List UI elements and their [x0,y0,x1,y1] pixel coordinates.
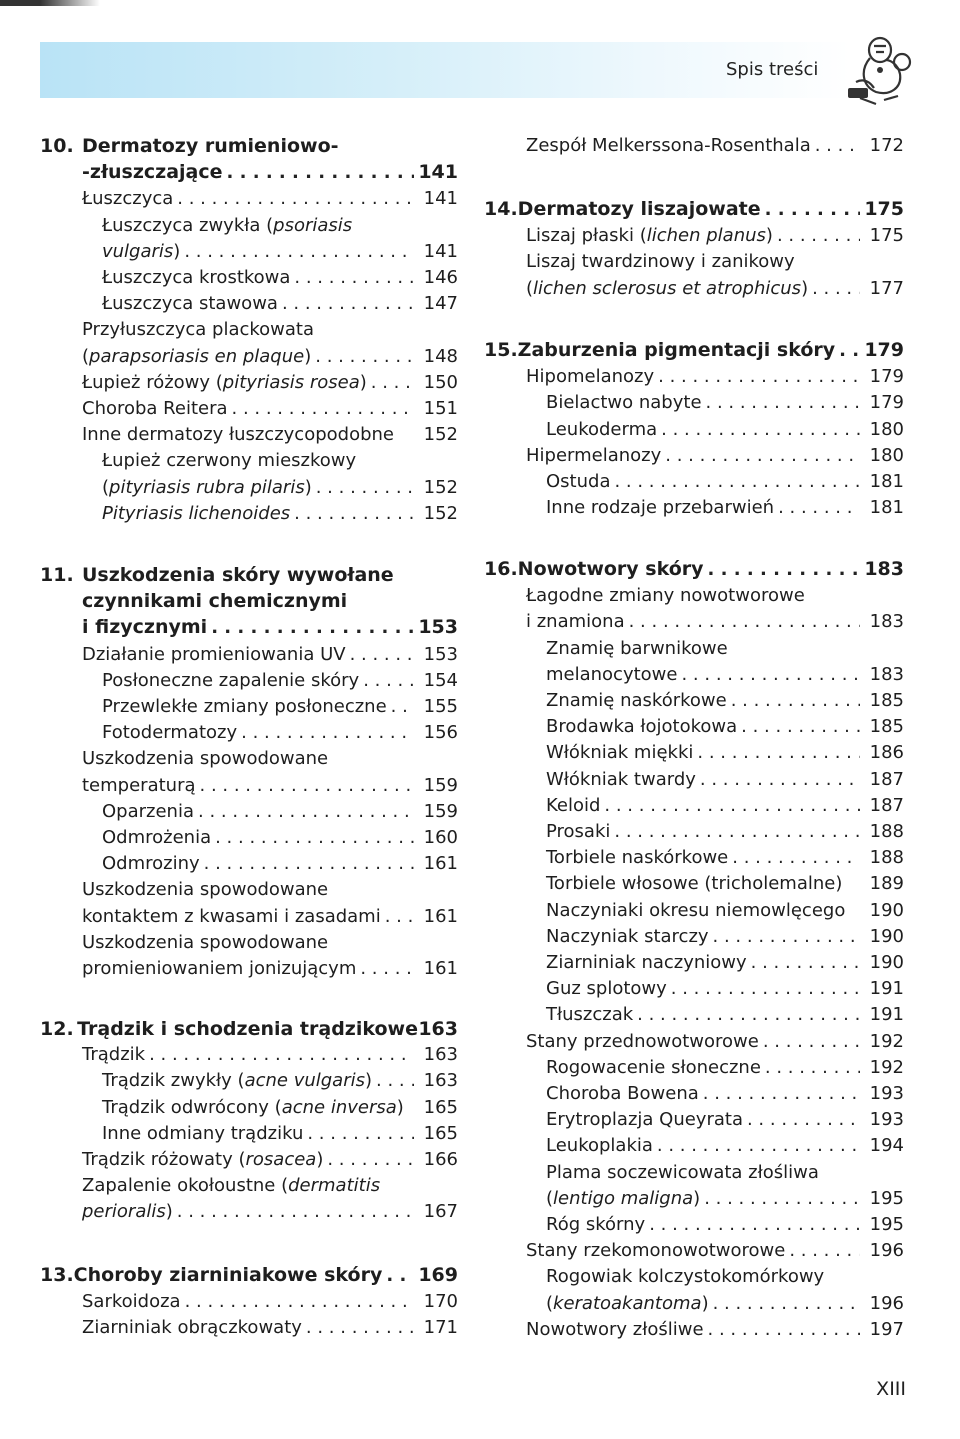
mascot-emblem-icon [840,30,920,108]
toc-section-14 [484,196,904,302]
toc-entry: Plama soczewicowata złośliwa [546,1161,819,1183]
page-ref: 171 [423,1317,458,1339]
toc-entry: Łupież różowy (pityriasis rosea) . . . 150 [40,370,458,396]
toc-entry: Łuszczyca . . . 141 [40,186,458,212]
toc-entry: Łuszczyca stawowa . . . 147 [40,291,458,317]
toc-section-16 [484,556,904,1343]
page-ref: 172 [869,135,904,156]
page-ref: 146 [423,267,458,289]
section-number: 15. [484,339,518,361]
page-ref: 188 [869,821,904,843]
page-ref: 175 [869,225,904,247]
section-number: 11. [40,564,74,586]
page-ref: 192 [869,1056,904,1078]
toc-entry: Naczyniaki okresu niemowlęcego 190 [484,898,904,924]
toc-entry: Choroba Bowena . . . 193 [484,1081,904,1107]
page-ref: 152 [423,502,458,524]
toc-entry: Uszkodzenia spowodowane [82,879,329,901]
page-ref: 141 [418,161,458,184]
toc-section-12 [40,1016,458,1226]
section-number: 14. [484,198,518,220]
toc-section-13-continued [484,133,904,159]
section-heading [40,1016,458,1042]
toc-entry: Działanie promieniowania UV . . . 153 [40,642,458,668]
toc-entry: Uszkodzenia spowodowane [82,748,329,770]
toc-entry: Łuszczyca zwykła (psoriasis [102,214,353,236]
toc-entry: Brodawka łojotokowa . . . 185 [484,714,904,740]
page-ref: 183 [864,558,904,580]
page-ref: 189 [869,873,904,895]
page-ref: 195 [869,1187,904,1209]
top-rule [0,0,100,6]
page-number: XIII [876,1378,906,1400]
toc-entry: Stany przednowotworowe . . . 192 [484,1029,904,1055]
page-ref: 167 [423,1201,458,1223]
toc-entry: Inne odmiany trądziku . . . 165 [40,1121,458,1147]
page-ref: 185 [869,690,904,712]
page-ref: 161 [423,905,458,927]
toc-entry: Choroba Reitera . . . 151 [40,396,458,422]
toc-entry: Inne rodzaje przebarwień . . . 181 [484,495,904,521]
section-title: Dermatozy rumieniowo- [82,135,339,157]
section-heading [484,556,904,583]
toc-entry: Prosaki . . . 188 [484,819,904,845]
toc-entry: Guz splotowy . . . 191 [484,976,904,1002]
page-ref: 193 [869,1109,904,1131]
page-ref: 160 [423,827,458,849]
toc-entry: Sarkoidoza . . . 170 [40,1289,458,1315]
toc-entry: melanocytowe . . . 183 [484,662,904,688]
toc-section-13 [40,1262,458,1342]
toc-entry: Leukoderma . . . 180 [484,417,904,443]
toc-entry: Łuszczyca krostkowa . . . 146 [40,265,458,291]
toc-entry: i znamiona . . . 183 [484,609,904,635]
section-number: 13. [40,1264,74,1286]
toc-entry: Stany rzekomonowotworowe . . . 196 [484,1238,904,1264]
page-ref: 165 [423,1096,458,1118]
toc-entry: Trądzik różowaty (rosacea) . . . 166 [40,1147,458,1173]
page-ref: 191 [869,978,904,1000]
toc-entry: Trądzik odwrócony (acne inversa) 165 [40,1095,458,1121]
page-ref: 196 [869,1292,904,1314]
toc-entry: (pityriasis rubra pilaris) . . . 152 [40,475,458,501]
page-ref: 161 [423,958,458,980]
page-ref: 166 [423,1149,458,1171]
page-ref: 159 [423,800,458,822]
section-title: Trądzik i schodzenia trądzikowe [77,1018,418,1040]
toc-entry: Hipermelanozy . . . 180 [484,443,904,469]
section-title: Nowotwory skóry [517,558,704,580]
toc-entry: (lichen sclerosus et atrophicus) . . . 177 [484,276,904,302]
toc-entry: Zespół Melkerssona-Rosenthala . . . 172 [484,133,904,159]
section-title: Zaburzenia pigmentacji skóry [517,339,836,361]
page-ref: 179 [869,366,904,388]
toc-section-10 [40,133,458,527]
toc-entry: Ziarniniak obrączkowaty . . . 171 [40,1315,458,1341]
page-ref: 153 [418,616,458,639]
page-ref: 187 [869,794,904,816]
page-ref: 147 [423,293,458,315]
toc-entry: Liszaj płaski (lichen planus) . . . 175 [484,223,904,249]
toc-entry: Torbiele naskórkowe . . . 188 [484,845,904,871]
page-ref: 163 [423,1044,458,1066]
page-ref: 191 [869,1004,904,1026]
page-ref: 179 [869,392,904,414]
toc-entry: Łagodne zmiany nowotworowe [526,585,805,607]
page-ref: 187 [869,768,904,790]
toc-entry: Keloid . . . 187 [484,793,904,819]
section-number: 12. [40,1018,74,1040]
toc-entry: Tłuszczak . . . 191 [484,1002,904,1028]
section-number: 16. [484,558,518,580]
page-ref: 180 [869,444,904,466]
section-title: Choroby ziarniniakowe skóry [73,1264,383,1286]
page-ref: 165 [423,1122,458,1144]
toc-entry: (parapsoriasis en plaque) . . . 148 [40,344,458,370]
toc-entry: Zapalenie okołoustne (dermatitis [82,1175,381,1197]
page-ref: 190 [869,899,904,921]
toc-entry: perioralis) . . . 167 [40,1199,458,1225]
toc-entry: Leukoplakia . . . 194 [484,1133,904,1159]
page-ref: 193 [869,1083,904,1105]
toc-entry: Posłoneczne zapalenie skóry . . . 154 [40,668,458,694]
page-ref: 151 [423,398,458,420]
section-number: 10. [40,135,74,157]
toc-entry: Włókniak twardy . . . 187 [484,767,904,793]
toc-entry: Bielactwo nabyte . . . 179 [484,390,904,416]
toc-entry: Ostuda . . . 181 [484,469,904,495]
page-ref: 179 [864,339,904,361]
toc-entry: Odmrożenia . . . 160 [40,825,458,851]
page-ref: 181 [869,471,904,493]
page-ref: 169 [418,1264,458,1286]
toc-entry: Oparzenia . . . 159 [40,799,458,825]
section-heading [40,133,458,159]
section-heading [484,196,904,223]
toc-entry: Fotodermatozy . . . 156 [40,720,458,746]
toc-entry: Rogowacenie słoneczne . . . 192 [484,1055,904,1081]
page-ref: 190 [869,925,904,947]
toc-entry: Naczyniak starczy . . . 190 [484,924,904,950]
page-ref: 197 [869,1318,904,1340]
page-ref: 170 [423,1291,458,1313]
page-ref: 185 [869,716,904,738]
page-ref: 190 [869,952,904,974]
page-ref: 163 [423,1070,458,1092]
page-ref: 153 [423,643,458,665]
toc-entry: Przewlekłe zmiany posłoneczne . . . 155 [40,694,458,720]
toc-entry: Trądzik . . . 163 [40,1042,458,1068]
page-ref: 152 [423,476,458,498]
page-ref: 196 [869,1240,904,1262]
page-ref: 152 [423,424,458,446]
toc-entry: Łupież czerwony mieszkowy [102,450,357,472]
page-ref: 148 [423,345,458,367]
page-ref: 175 [864,198,904,220]
page-ref: 181 [869,497,904,519]
toc-entry: Odmroziny . . . 161 [40,851,458,877]
toc-entry: Ziarniniak naczyniowy . . . 190 [484,950,904,976]
page-ref: 188 [869,847,904,869]
toc-entry: temperaturą . . . 159 [40,773,458,799]
toc-entry: (keratoakantoma) . . . 196 [484,1291,904,1317]
section-title: Uszkodzenia skóry wywołane [82,564,394,586]
toc-entry: Inne dermatozy łuszczycopodobne 152 [40,422,458,448]
page-ref: 192 [869,1030,904,1052]
page-ref: 154 [423,669,458,691]
toc-entry: Liszaj twardzinowy i zanikowy [526,251,795,273]
page-ref: 177 [869,277,904,299]
toc-entry: Róg skórny . . . 195 [484,1212,904,1238]
running-header-title: Spis treści [726,59,819,80]
toc-entry: Pityriasis lichenoides . . . 152 [40,501,458,527]
toc-entry: Torbiele włosowe (tricholemalne) 189 [484,871,904,897]
page-ref: 141 [423,188,458,210]
toc-entry: Rogowiak kolczystokomórkowy [546,1266,825,1288]
toc-entry: Hipomelanozy . . . 179 [484,364,904,390]
toc-section-11 [40,562,458,982]
page-ref: 195 [869,1214,904,1236]
page-ref: 194 [869,1135,904,1157]
toc-entry: vulgaris) . . . 141 [40,239,458,265]
section-heading: 11. Uszkodzenia skóry wywołane czynnikami chemicznymi [40,562,458,614]
toc-entry: Uszkodzenia spowodowane [82,931,329,953]
page-ref: 150 [423,371,458,393]
toc-entry: (lentigo maligna) . . . 195 [484,1186,904,1212]
toc-entry: Znamię barwnikowe [546,637,728,659]
toc-entry: kontaktem z kwasami i zasadami . . . 161 [40,904,458,930]
toc-entry: Nowotwory złośliwe . . . 197 [484,1317,904,1343]
page-ref: 141 [423,240,458,262]
section-title: Dermatozy liszajowate [517,198,761,220]
toc-entry: Włókniak miękki . . . 186 [484,740,904,766]
section-title-row: i fizycznymi . . . 153 [40,614,458,641]
page-ref: 183 [869,611,904,633]
page-ref: 155 [423,696,458,718]
page-ref: 163 [418,1018,458,1040]
toc-entry: Znamię naskórkowe . . . 185 [484,688,904,714]
page-ref: 156 [423,722,458,744]
page-ref: 161 [423,853,458,875]
section-heading [484,337,904,364]
toc-entry: Trądzik zwykły (acne vulgaris) . . . 163 [40,1068,458,1094]
page-ref: 180 [869,418,904,440]
toc-section-15 [484,337,904,521]
section-heading [40,1262,458,1289]
toc-entry: Przyłuszczyca plackowata [82,319,315,341]
toc-entry: Erytroplazja Queyrata . . . 193 [484,1107,904,1133]
page-ref: 186 [869,742,904,764]
toc-entry: promieniowaniem jonizującym . . . 161 [40,956,458,982]
section-title-row: -złuszczające . . . 141 [40,159,458,186]
page-ref: 159 [423,774,458,796]
page-ref: 183 [869,663,904,685]
